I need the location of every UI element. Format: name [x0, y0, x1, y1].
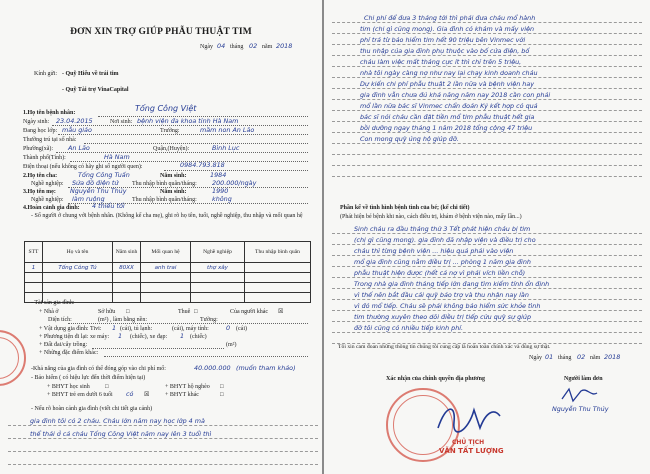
table-cell [113, 293, 141, 303]
ruled-line [332, 99, 642, 100]
father-section-label: 2.Họ tên cha: [23, 173, 58, 179]
table-cell: 80XX [113, 263, 141, 273]
form-date-day: 04 [217, 42, 226, 50]
difficulty-label: - Nếu rõ hoàn cảnh gia đình (viết chi tiết gia cảnh) [31, 406, 153, 412]
ruled-line [332, 321, 642, 322]
form-date-month-label: tháng [230, 44, 244, 50]
ruled-line [332, 299, 642, 300]
top-hw-9: mổ lần nữa bác sĩ Vinmec chẩn đoán Ký kết hợp có quả [360, 102, 538, 110]
patient-birthplace: bệnh viện đa khoa tỉnh Hà Nam [137, 117, 239, 125]
insurance-label: - Bảo hiểm ( có hiệu lực đến thời điểm hiện tại) [31, 375, 146, 381]
father-year-label: Năm sinh: [160, 173, 187, 179]
family-members-table [24, 241, 311, 303]
table-cell [191, 293, 245, 303]
patient-district-label: Quận,(Huyện): [153, 146, 190, 152]
difficulty-line-4 [8, 464, 318, 465]
col-income: Thu nhập bình quân [245, 242, 311, 263]
patient-dob-label: Ngày sinh: [23, 119, 50, 125]
ruled-line [332, 154, 642, 155]
ruled-line [332, 22, 642, 23]
bhyt-other-label: + BHYT khác [165, 392, 199, 398]
table-cell [191, 283, 245, 293]
top-hw-5: cháu làm việc mất tháng cực ít thì chỉ trên 5 triệu, [360, 58, 522, 66]
vehicle-label: + Phương tiện đi lại: xe máy: [39, 334, 110, 340]
table-cell [141, 273, 191, 283]
table-row [25, 263, 311, 273]
ruled-line [332, 88, 642, 89]
ruled-line [332, 33, 642, 34]
ruled-line [332, 244, 642, 245]
table-cell [43, 273, 113, 283]
table-cell [245, 293, 311, 303]
bhyt-child-checkbox[interactable]: ☒ [144, 392, 150, 398]
bike-count: 1 [180, 332, 185, 340]
patient-phone: 0984.793.818 [180, 161, 225, 169]
table-cell [245, 263, 311, 273]
area-suffix: , làm bằng nền: [110, 317, 147, 323]
form-date-year-label: năm [262, 44, 273, 50]
ruled-line [332, 110, 642, 111]
history-title: Phần kể về tình hình bệnh tình của bé; (kể chi tiết) [340, 205, 470, 211]
form-date-month: 02 [249, 42, 258, 50]
land-label: + Đất đai/cây trồng: [39, 342, 88, 348]
table-cell: 1 [25, 263, 43, 273]
hist-hw-7: vì thế nên bắt đầu cái quỹ bảo trợ và thu nhận nay lần [354, 291, 529, 299]
ruled-line [332, 277, 642, 278]
applicant-label: Người làm đơn [564, 376, 603, 382]
official-title: CHỦ TỊCH [452, 439, 485, 446]
patient-school: mẫu giáo [62, 126, 92, 134]
form-page-right [324, 0, 650, 474]
table-cell [113, 283, 141, 293]
bhyt-student-label: + BHYT học sinh [47, 384, 90, 390]
bhyt-other-checkbox[interactable]: □ [220, 392, 224, 398]
patient-city-label: Thành phố(Tỉnh): [23, 155, 66, 161]
mother-income-label: Thu nhập bình quân/tháng: [132, 197, 197, 203]
history-subtitle: (Phát hiện bé bệnh khi nào, cách điều trị, khám ở bệnh viện nào, mấy lần...) [340, 214, 522, 220]
patient-dob: 23.04.2015 [56, 117, 93, 125]
bhyt-child-value: có [126, 390, 134, 398]
sign-date-year-label: năm [590, 355, 601, 361]
contribution-label: -Khả năng của gia đình có thể đóng góp vào chi phí mổ: [31, 366, 166, 372]
contribution-note: (muốn tham khảo) [236, 364, 296, 372]
ruled-line [332, 233, 642, 234]
patient-commune: An Lão [68, 144, 90, 152]
family-members-intro: - Số người ở chung với bệnh nhân. (Không kể cha mẹ), ghi rõ họ tên, tuổi, nghề nghiệp, thu nhập và mối quan hệ [31, 213, 303, 219]
ruled-line [332, 332, 642, 333]
ruled-line [332, 310, 642, 311]
hist-hw-2: (chị gì cũng mong). gia đình đã nhập viện và điều trị cho [354, 236, 536, 244]
hist-hw-10: đỡ tôi cũng có nhiều tiếp kinh phí. [354, 324, 464, 332]
mother-income: không [212, 195, 232, 203]
table-cell [113, 273, 141, 283]
area-line [68, 323, 308, 324]
mother-section-label: 3.Họ tên mẹ: [23, 189, 56, 195]
ruled-line [332, 77, 642, 78]
father-year: 1984 [210, 171, 227, 179]
family-section-note: 4 thiếu tối [92, 202, 125, 210]
equip-unit: (cái) [236, 326, 247, 332]
ruled-line [332, 44, 642, 45]
ruled-line [332, 266, 642, 267]
difficulty-line-3 [8, 451, 318, 452]
pc-count: 0 [226, 324, 231, 332]
form-page-left [0, 0, 322, 474]
seal-stamp-left [0, 330, 26, 386]
top-hw-6: nhà tôi ngày càng nợ như nay lại chạy kinh doanh cháu [360, 69, 538, 77]
table-cell [245, 273, 311, 283]
land-line [92, 348, 224, 349]
commitment-text: Tôi xin cam đoan những thông tin chúng tôi cung cấp là hoàn toàn chính xác và đúng sự thật. [338, 344, 551, 350]
own-house-label: Sở hữu [98, 309, 116, 315]
father-job: Sửa đồ điện tử [72, 179, 119, 187]
phone-line [164, 170, 308, 171]
hist-hw-5: phẫu thuật hiện được (hết cả nợ vì phải vích liền chỗ) [354, 269, 526, 277]
table-cell: thợ xây [191, 263, 245, 273]
col-stt: STT [25, 242, 43, 263]
sign-date-month: 02 [577, 353, 586, 361]
patient-school-name: mầm non An Lão [200, 126, 255, 134]
house-label: + Nhà ở [39, 309, 59, 315]
col-name: Họ và tên [43, 242, 113, 263]
ruled-line [332, 55, 642, 56]
top-hw-1: Chi phí để đưa 3 tháng tới thì phải đưa cháu mổ hành [364, 14, 536, 22]
bhyt-poor-checkbox[interactable]: □ [220, 384, 224, 390]
area-label: Diện tích: [48, 317, 72, 323]
bhyt-child-label: + BHYT trẻ em dưới 6 tuổi [47, 392, 113, 398]
table-cell: Tống Công Tú [43, 263, 113, 273]
top-hw-11: bồi dưỡng ngay tháng 1 năm 2018 tổng cộng 47 triệu [360, 124, 533, 132]
top-hw-2: tim (chi gì cũng mong). Gia đình có khám và mấy viện [360, 25, 535, 33]
sign-date-prefix: Ngày [529, 355, 542, 361]
hist-hw-8: vì đó mổ tiếp. Cháu sẽ phải không bảo hiểm sức khỏe tình [354, 302, 541, 310]
bike-unit: (chiếc) [190, 334, 207, 340]
rent-house-label: Thuê [178, 309, 191, 315]
patient-section-label: 1.Họ tên bệnh nhân: [23, 110, 76, 116]
applicant-name: Nguyễn Thu Thủy [552, 405, 609, 413]
top-hw-12: Con mong quỹ ủng hộ giúp đỡ. [360, 135, 459, 143]
bhyt-student-checkbox[interactable]: □ [105, 384, 109, 390]
hist-hw-9: tim thường xuyên theo dõi điều trị tiếp cứu quỹ sự giúp [354, 313, 532, 321]
recipient-2: - Quỹ Tài trợ VinaCapital [62, 87, 129, 93]
motorbike-count: 1 [118, 332, 123, 340]
father-job-label: Nghề nghiệp: [31, 181, 64, 187]
patient-residence-label: Thường trú tại số nhà: [23, 137, 77, 143]
ruled-line [332, 176, 642, 177]
table-cell [245, 283, 311, 293]
official-signature-icon [434, 398, 504, 438]
area-unit: (m²) [98, 317, 109, 323]
tv-count: 1 [112, 324, 117, 332]
applicant-signature-icon [559, 385, 599, 405]
difficulty-text-1: gia đình tôi có 2 cháu. Cháu lớn năm nay học lớp 4 mà [30, 417, 205, 425]
top-hw-8: gia đình vẫn chưa đủ khả năng năm nay 2018 cần con phải [360, 91, 551, 99]
table-cell [141, 283, 191, 293]
ac-label: (cái), máy tính: [172, 326, 209, 332]
patient-phone-label: Điện thoại (nếu không có hãy ghi số người quen): [23, 164, 143, 170]
form-title: ĐƠN XIN TRỢ GIÚP PHẪU THUẬT TIM [70, 27, 252, 37]
patient-name: Tống Công Việt [135, 104, 197, 113]
mother-job: làm ruộng [72, 195, 105, 203]
assets-intro: - Tài sản gia đình: [31, 300, 75, 306]
patient-city: Hà Nam [104, 153, 130, 161]
authority-label: Xác nhận của chính quyền địa phương [386, 376, 485, 382]
difficulty-line-2 [8, 438, 318, 439]
family-table-header-row [25, 242, 311, 263]
difficulty-line-1 [8, 425, 318, 426]
land-unit: (m²) [226, 342, 237, 348]
hist-hw-4: mổ gia đình cũng nằm điều trị ... phòng 1 năm gia đình [354, 258, 531, 266]
mother-year-label: Năm sinh: [160, 189, 187, 195]
school-line [58, 134, 308, 135]
other-features-label: + Những đặc điểm khác: [39, 350, 99, 356]
other-features-line [104, 356, 308, 357]
recipient-1: - Quỹ Hiểu về trái tim [62, 71, 119, 77]
hist-hw-6: Trong nhà gia đình tháng tiếp lớn đang tìm kiếm tính ổn định [354, 280, 550, 288]
salutation: Kính gửi: [34, 71, 58, 77]
top-hw-4: thu nhập của gia đình phụ thuộc vào bố cửa điện, bố [360, 47, 530, 55]
ruled-line [332, 165, 642, 166]
table-cell [191, 273, 245, 283]
top-hw-3: phí trả từ bảo hiểm tim hết 90 triệu bên Vinmec với [360, 36, 526, 44]
sign-date-year: 2018 [604, 353, 621, 361]
residence-line [84, 143, 308, 144]
family-section-label: 4.Hoàn cảnh gia đình: [23, 205, 80, 211]
ruled-line [332, 288, 642, 289]
patient-commune-label: Phường(xã): [23, 146, 54, 152]
table-row [25, 273, 311, 283]
father-income: 200.000/ngày [212, 179, 257, 187]
patient-district: Bình Lục [212, 144, 240, 152]
father-name: Tống Công Tuấn [78, 171, 130, 179]
ruled-line [332, 132, 642, 133]
sign-date-month-label: tháng [558, 355, 572, 361]
table-cell [141, 293, 191, 303]
rent-house-checkbox[interactable]: □ [194, 309, 198, 315]
mother-job-label: Nghề nghiệp: [31, 197, 64, 203]
relative-house-label: Của người khác [230, 309, 269, 315]
form-date-year: 2018 [276, 42, 293, 50]
table-cell [25, 273, 43, 283]
ruled-line [332, 66, 642, 67]
patient-birthplace-label: Nơi sinh: [110, 119, 133, 125]
bhyt-poor-label: + BHYT hộ nghèo [165, 384, 210, 390]
hist-hw-1: Sinh cháu ra đầu tháng thứ 3 Tết phát hiện cháu bị tim [354, 225, 531, 233]
form-date-prefix: Ngày [200, 44, 213, 50]
col-job: Nghề nghiệp [191, 242, 245, 263]
difficulty-text-2: thể thái ở cả cháu Tống Công Việt năm nay lên 3 tuổi thì [30, 430, 212, 438]
table-cell: anh trai [141, 263, 191, 273]
bike-label: (chiếc), xe đạp: [130, 334, 168, 340]
col-relation: Mối quan hệ [141, 242, 191, 263]
patient-school-name-label: Trường: [160, 128, 180, 134]
table-cell [43, 283, 113, 293]
table-row [25, 283, 311, 293]
ruled-line [332, 255, 642, 256]
col-year: Năm sinh [113, 242, 141, 263]
table-cell [25, 283, 43, 293]
father-income-label: Thu nhập bình quân/tháng: [132, 181, 197, 187]
patient-school-label: Đang học lớp: [23, 128, 58, 134]
mother-name: Nguyễn Thu Thủy [70, 187, 127, 195]
commune-line [56, 152, 308, 153]
equipment-label: + Vật dụng gia đình: Tivi: [39, 326, 102, 332]
hist-hw-3: cháu thì từng bệnh viện ... hiệu quả phải vào viện [354, 247, 514, 255]
fridge-label: (cái), tủ lạnh: [120, 326, 153, 332]
top-hw-10: bác sĩ nói cháu cần đặt tiền mổ tim phẫu thuật hết gia [360, 113, 535, 121]
sign-date-day: 01 [545, 353, 554, 361]
wall-label: Tường: [200, 317, 218, 323]
official-name: VĂN TẤT LƯỢNG [439, 447, 504, 455]
ruled-line [332, 143, 642, 144]
mother-year: 1990 [212, 187, 229, 195]
ruled-line [332, 121, 642, 122]
contribution-value: 40.000.000 [194, 364, 231, 372]
relative-house-checkbox[interactable]: ☒ [278, 309, 284, 315]
own-house-checkbox[interactable]: □ [126, 309, 130, 315]
top-hw-7: Dự kiến chi phí phẫu thuật 2 lần nữa và bệnh viện hay [360, 80, 535, 88]
